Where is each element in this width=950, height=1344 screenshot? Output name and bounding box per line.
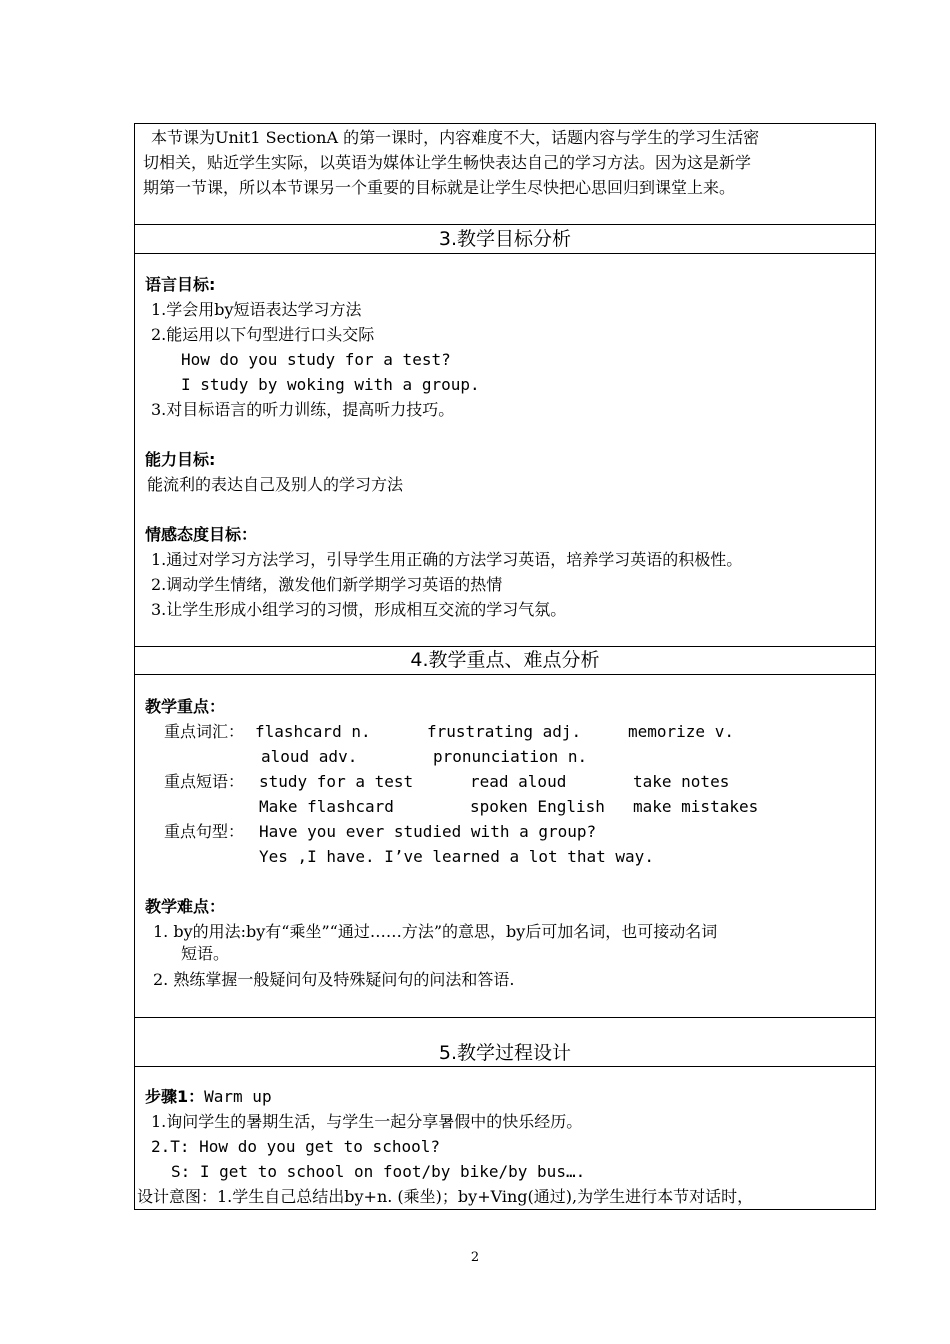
phrase-item: take notes	[633, 772, 730, 791]
vocab-item: pronunciation n.	[433, 747, 588, 766]
emotion-item: 1.通过对学习方法学习，引导学生用正确的方法学习英语，培养学习英语的积极性。	[151, 550, 743, 569]
language-goal-heading: 语言目标:	[145, 275, 216, 294]
intro-line-1: 本节课为Unit1 SectionA 的第一课时，内容难度不大，话题内容与学生的学习生活密	[151, 128, 760, 147]
vocab-item: memorize v.	[628, 722, 734, 741]
sentence-label: 重点句型：	[164, 822, 245, 841]
design-intent: 设计意图：1.学生自己总结出by+n. (乘坐)；by+Ving(通过),为学生进行本节对话时，	[137, 1187, 754, 1206]
section-3-title: 3.教学目标分析	[438, 228, 572, 250]
intro-line-3: 期第一节课，所以本节课另一个重要的目标就是让学生尽快把心思回归到课堂上来。	[143, 178, 736, 197]
phrase-item: Make flashcard	[259, 797, 394, 816]
divider	[135, 1017, 875, 1018]
ability-text: 能流利的表达自己及别人的学习方法	[147, 475, 404, 494]
language-item: I study by woking with a group.	[181, 375, 480, 394]
phrase-item: study for a test	[259, 772, 414, 791]
difficulty-heading: 教学难点：	[145, 897, 226, 916]
language-item: 1.学会用by短语表达学习方法	[151, 300, 362, 319]
language-item: 2.能运用以下句型进行口头交际	[151, 325, 375, 344]
vocab-item: flashcard n.	[255, 722, 371, 741]
vocab-item: frustrating adj.	[427, 722, 582, 741]
sentence-item: Have you ever studied with a group?	[259, 822, 597, 841]
step1-item: 1.询问学生的暑期生活，与学生一起分享暑假中的快乐经历。	[151, 1112, 583, 1131]
step1-heading-row	[145, 1087, 272, 1107]
difficulty-item: 短语。	[181, 944, 230, 963]
divider	[135, 253, 875, 254]
difficulty-item: 1. by的用法:by有“乘坐”“通过……方法”的意思，by后可加名词，也可接动名词	[153, 922, 718, 941]
phrase-item: make mistakes	[633, 797, 759, 816]
step1-item: 2.T: How do you get to school?	[151, 1137, 440, 1156]
ability-heading: 能力目标:	[145, 450, 216, 469]
vocab-label: 重点词汇：	[164, 722, 245, 741]
difficulty-item: 2. 熟练掌握一般疑问句及特殊疑问句的问法和答语.	[153, 970, 515, 989]
emotion-item: 2.调动学生情绪，激发他们新学期学习英语的热情	[151, 575, 503, 594]
phrase-item: spoken English	[470, 797, 605, 816]
language-item: How do you study for a test?	[181, 350, 451, 369]
section-4-title: 4.教学重点、难点分析	[410, 649, 600, 671]
sentence-item: Yes ,I have. I’ve learned a lot that way.	[259, 847, 654, 866]
step1-item: S: I get to school on foot/by bike/by bus….	[171, 1162, 586, 1181]
divider	[135, 1066, 875, 1067]
divider	[135, 674, 875, 675]
key-points-heading: 教学重点：	[145, 697, 226, 716]
emotion-heading: 情感态度目标：	[145, 525, 258, 544]
lesson-plan-table	[134, 123, 876, 1210]
step1-subtitle: Warm up	[204, 1087, 272, 1106]
page-number: 2	[470, 1250, 480, 1265]
intro-line-2: 切相关，贴近学生实际，以英语为媒体让学生畅快表达自己的学习方法。因为这是新学	[143, 153, 752, 172]
language-item: 3.对目标语言的听力训练，提高听力技巧。	[151, 400, 455, 419]
phrase-label: 重点短语：	[164, 772, 245, 791]
section-5-title: 5.教学过程设计	[438, 1042, 572, 1064]
phrase-item: read aloud	[470, 772, 567, 791]
emotion-item: 3.让学生形成小组学习的习惯，形成相互交流的学习气氛。	[151, 600, 567, 619]
step1-heading: 步骤1：	[145, 1087, 205, 1106]
vocab-item: aloud adv.	[261, 747, 358, 766]
